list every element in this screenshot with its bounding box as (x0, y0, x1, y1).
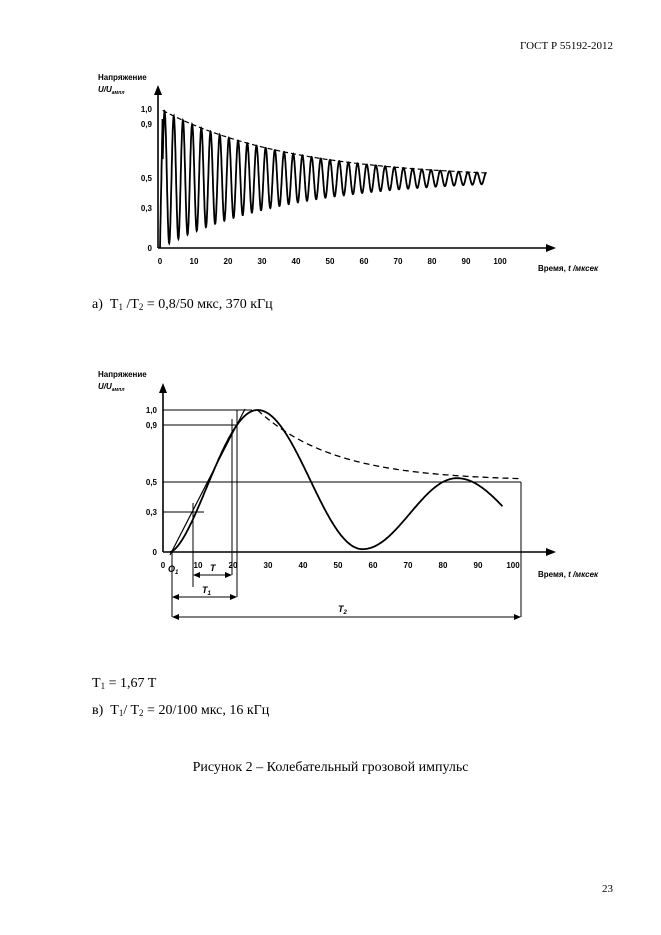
figure-b-y-tick-label: 0,9 (145, 421, 157, 430)
figure-b-x-tick-label: 0 (160, 561, 166, 570)
figure-title: Рисунок 2 – Колебательный грозовой импульс (192, 760, 469, 775)
figure-a-y-tick-label: 0,5 (140, 174, 152, 183)
figure-b-oscillation-curve (170, 410, 503, 552)
origin-label: $O_1$ (168, 564, 179, 576)
figure-b-x-tick-label: 80 (438, 561, 448, 570)
figure-b-caption: в) $T_1/$ $T_2 = 20/100$ мкс, 16 кГц (92, 703, 270, 718)
figure-a-oscillation-curve (160, 111, 486, 248)
figure-b-x-tick-label: 90 (473, 561, 483, 570)
document-header: ГОСТ Р 55192-2012 (519, 40, 613, 52)
figure-a-x-tick-label: 40 (291, 257, 301, 266)
figure-b-x-tick-label: 30 (263, 561, 273, 570)
figure-a-ylabel: Напряжение (98, 73, 147, 82)
relation-t1-t: $T_1 = 1,67$ T (92, 676, 157, 691)
figure-b-x-tick-label: 100 (506, 561, 520, 570)
figure-b-y-tick-label: 0,5 (145, 478, 157, 487)
figure-b-x-tick-label: 10 (193, 561, 203, 570)
figure-b-y-tick-label: 0 (152, 548, 157, 557)
figure-a-xlabel: Время, t /мксек (538, 264, 599, 273)
t1-label: $T_1$ (202, 585, 211, 597)
figure-b-x-tick-label: 70 (403, 561, 413, 570)
figure-a-x-tick-label: 80 (427, 257, 437, 266)
figure-a-x-tick-label: 30 (257, 257, 267, 266)
figure-a-ylabel-unit: $U/U_{ампл}$ (98, 85, 125, 96)
figure-b-x-tick-label: 60 (368, 561, 378, 570)
figure-b-x-tick-label: 50 (333, 561, 343, 570)
figure-a-x-tick-label: 90 (461, 257, 471, 266)
figure-b-y-arrow (159, 383, 167, 393)
figure-a-x-ticks (158, 257, 507, 266)
figure-b-ylabel-unit: $U/U_{ампл}$ (98, 382, 125, 393)
figure-a-x-tick-label: 10 (189, 257, 199, 266)
figure-b-y-ticks (146, 406, 158, 557)
figure-b-y-tick-label: 1,0 (145, 406, 157, 415)
figure-a-y-tick-label: 0,9 (140, 120, 152, 129)
figure-a-y-tick-label: 0 (147, 244, 152, 253)
figure-a-y-ticks (141, 105, 153, 253)
figure-a-x-tick-label: 0 (157, 257, 163, 266)
figure-a-x-tick-label: 70 (393, 257, 403, 266)
figure-a-chart (80, 65, 640, 290)
figure-b-y-tick-label: 0,3 (145, 508, 157, 517)
figure-a-y-tick-label: 0,3 (140, 204, 152, 213)
figure-b-envelope-curve (258, 410, 521, 479)
figure-a-y-tick-label: 1,0 (140, 105, 152, 114)
t-label: T (210, 563, 216, 573)
figure-a-x-tick-label: 60 (359, 257, 369, 266)
figure-b-x-tick-label: 20 (228, 561, 238, 570)
page-number: 23 (602, 883, 613, 895)
figure-b-chart (80, 365, 640, 630)
figure-a-y-arrow (154, 85, 162, 95)
figure-b-x-arrow (546, 548, 556, 556)
figure-a-x-arrow (546, 244, 556, 252)
figure-b-ylabel: Напряжение (98, 370, 147, 379)
t2-label: $T_2$ (338, 604, 347, 616)
figure-b-x-tick-label: 40 (298, 561, 308, 570)
figure-a-x-tick-label: 50 (325, 257, 335, 266)
figure-a-caption: а) $T_1$ $/T_2 = 0,8/50$ мкс, 370 кГц (92, 297, 273, 312)
figure-a-x-tick-label: 100 (493, 257, 507, 266)
figure-a-x-tick-label: 20 (223, 257, 233, 266)
figure-b-xlabel: Время, t /мксек (538, 570, 599, 579)
